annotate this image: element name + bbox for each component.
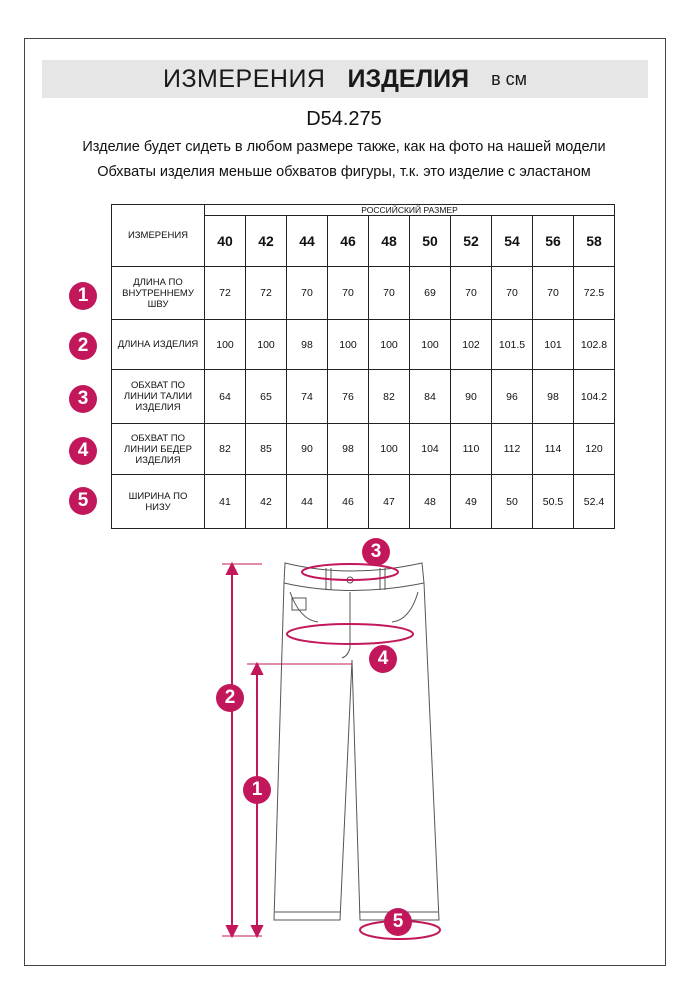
size-header: 52 <box>451 216 492 267</box>
size-header: 44 <box>287 216 328 267</box>
table-row <box>112 267 615 320</box>
table-cell: 48 <box>410 475 451 529</box>
size-header: 54 <box>492 216 533 267</box>
size-header: 50 <box>410 216 451 267</box>
hip-marker: 4 <box>369 645 397 673</box>
table-cell: 42 <box>246 475 287 529</box>
table-row <box>112 424 615 475</box>
table-cell: 100 <box>205 320 246 370</box>
size-header: 40 <box>205 216 246 267</box>
table-cell: 84 <box>410 370 451 424</box>
note-fit: Изделие будет сидеть в любом размере также, как на фото на нашей модели <box>82 139 606 155</box>
table-cell: 100 <box>369 424 410 475</box>
note-elastane: Обхваты изделия меньше обхватов фигуры, т.к. это изделие с эластаном <box>97 164 591 180</box>
row-number-badge: 2 <box>69 332 97 360</box>
table-cell: 72 <box>246 267 287 320</box>
row-label: ШИРИНА ПО НИЗУ <box>112 475 205 529</box>
size-header: 48 <box>369 216 410 267</box>
table-cell: 104 <box>410 424 451 475</box>
row-label: ДЛИНА ИЗДЕЛИЯ <box>112 320 205 370</box>
table-cell: 112 <box>492 424 533 475</box>
row-label: ДЛИНА ПО ВНУТРЕННЕМУ ШВУ <box>112 267 205 320</box>
table-cell: 65 <box>246 370 287 424</box>
size-group-header: РОССИЙСКИЙ РАЗМЕР <box>205 205 615 216</box>
table-cell: 90 <box>451 370 492 424</box>
table-cell: 70 <box>533 267 574 320</box>
table-cell: 100 <box>246 320 287 370</box>
size-header: 42 <box>246 216 287 267</box>
table-cell: 98 <box>328 424 369 475</box>
table-cell: 100 <box>328 320 369 370</box>
table-cell: 72.5 <box>574 267 615 320</box>
inseam-marker: 1 <box>243 776 271 804</box>
table-cell: 47 <box>369 475 410 529</box>
table-cell: 74 <box>287 370 328 424</box>
title-bold: ИЗДЕЛИЯ <box>347 64 470 93</box>
table-cell: 82 <box>205 424 246 475</box>
table-cell: 100 <box>369 320 410 370</box>
size-header: 46 <box>328 216 369 267</box>
row-number-badge: 4 <box>69 437 97 465</box>
table-cell: 96 <box>492 370 533 424</box>
row-number-badge: 1 <box>69 282 97 310</box>
table-cell: 70 <box>369 267 410 320</box>
table-cell: 102.8 <box>574 320 615 370</box>
table-row <box>112 320 615 370</box>
table-cell: 100 <box>410 320 451 370</box>
table-row <box>112 370 615 424</box>
table-cell: 90 <box>287 424 328 475</box>
table-cell: 69 <box>410 267 451 320</box>
table-cell: 72 <box>205 267 246 320</box>
title-bar <box>42 60 648 98</box>
table-cell: 50 <box>492 475 533 529</box>
table-cell: 44 <box>287 475 328 529</box>
table-cell: 114 <box>533 424 574 475</box>
table-cell: 104.2 <box>574 370 615 424</box>
table-cell: 101 <box>533 320 574 370</box>
table-row <box>112 475 615 529</box>
table-cell: 70 <box>492 267 533 320</box>
table-cell: 52.4 <box>574 475 615 529</box>
table-cell: 76 <box>328 370 369 424</box>
title-main: ИЗМЕРЕНИЯ <box>162 64 326 93</box>
table-cell: 46 <box>328 475 369 529</box>
hem-marker: 5 <box>384 908 412 936</box>
row-number-badge: 3 <box>69 385 97 413</box>
table-cell: 64 <box>205 370 246 424</box>
size-table <box>111 204 615 529</box>
length-marker: 2 <box>216 684 244 712</box>
row-label: ОБХВАТ ПО ЛИНИИ БЕДЕР ИЗДЕЛИЯ <box>112 424 205 475</box>
table-cell: 120 <box>574 424 615 475</box>
table-cell: 41 <box>205 475 246 529</box>
table-cell: 70 <box>328 267 369 320</box>
title-unit: в см <box>491 68 528 89</box>
table-cell: 85 <box>246 424 287 475</box>
table-cell: 101.5 <box>492 320 533 370</box>
table-cell: 102 <box>451 320 492 370</box>
size-header: 58 <box>574 216 615 267</box>
table-cell: 70 <box>451 267 492 320</box>
row-label: ОБХВАТ ПО ЛИНИИ ТАЛИИ ИЗДЕЛИЯ <box>112 370 205 424</box>
table-cell: 70 <box>287 267 328 320</box>
table-cell: 98 <box>533 370 574 424</box>
waist-marker: 3 <box>362 538 390 566</box>
table-cell: 82 <box>369 370 410 424</box>
measure-header: ИЗМЕРЕНИЯ <box>112 205 205 267</box>
row-number-badge: 5 <box>69 487 97 515</box>
table-cell: 49 <box>451 475 492 529</box>
product-code: D54.275 <box>306 108 382 130</box>
size-header: 56 <box>533 216 574 267</box>
table-cell: 110 <box>451 424 492 475</box>
table-cell: 98 <box>287 320 328 370</box>
table-cell: 50.5 <box>533 475 574 529</box>
